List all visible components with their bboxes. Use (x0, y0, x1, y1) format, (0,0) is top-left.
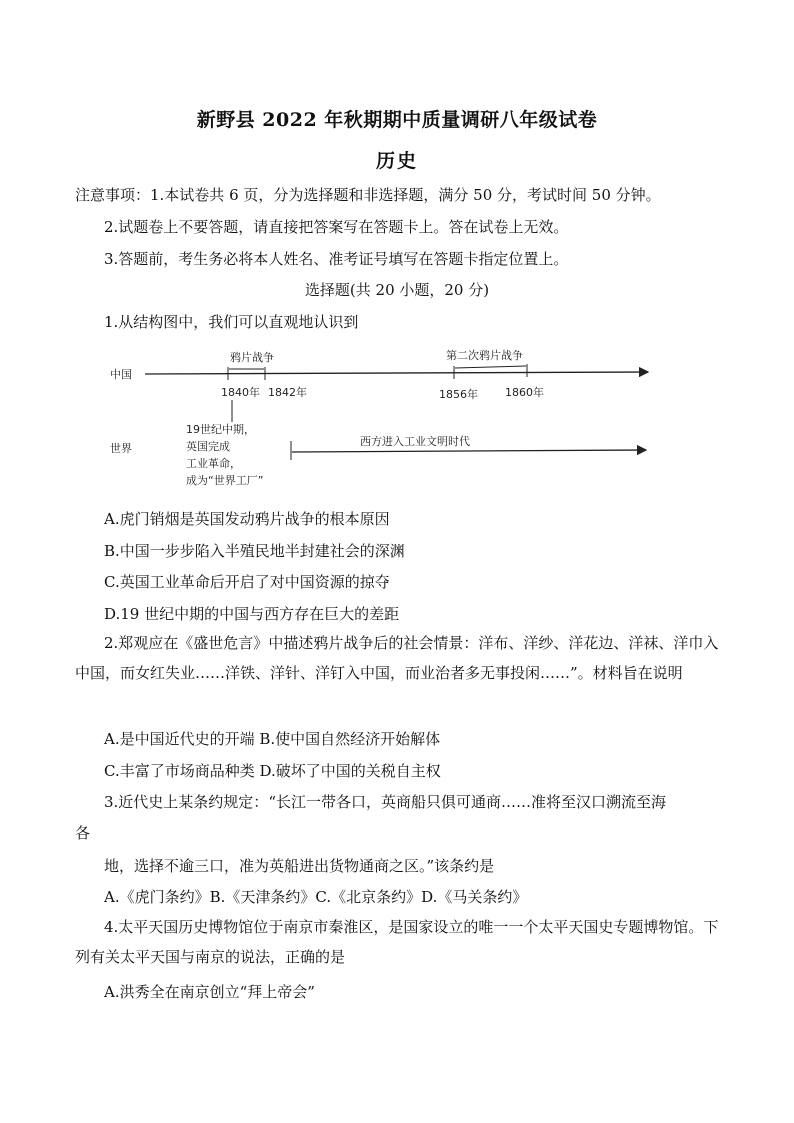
subject-title: 历史 (375, 150, 418, 172)
west-label: 西方进入工业文明时代 (360, 435, 470, 448)
world-label: 世界 (110, 442, 132, 455)
year-1840: 1840年 (221, 386, 260, 399)
q2-text: 2.郑观应在《盛世危言》中描述鸦片战争后的社会情景：洋布、洋纱、洋花边、洋袜、洋巾入中国，而女红失业……洋铁、洋针、洋钉入中国，而业治者多无事投闲……”。材料旨在说明 (75, 634, 719, 682)
q2-options-row2: C.丰富了市场商品种类 D.破坏了中国的关税自主权 (104, 762, 441, 780)
year-1842: 1842年 (268, 386, 307, 399)
second-opium-war-label: 第二次鸦片战争 (446, 349, 523, 362)
q1-option-a: A.虎门销烟是英国发动鸦片战争的根本原因 (104, 510, 390, 528)
q3-line1: 3.近代史上某条约规定：“长江一带各口，英商船只俱可通商……准将至汉口溯流至海 (104, 793, 666, 811)
q1-option-d: D.19 世纪中期的中国与西方存在巨大的差距 (104, 605, 400, 623)
q3-options: A.《虎门条约》B.《天津条约》C.《北京条约》D.《马关条约》 (104, 888, 528, 906)
exam-title: 新野县 2022 年秋期期中质量调研八年级试卷 (196, 109, 598, 131)
west-timeline-axis (292, 450, 646, 452)
q1-option-b: B.中国一步步陷入半殖民地半封建社会的深渊 (104, 542, 405, 560)
second-opium-war-span (455, 366, 526, 368)
q2-options-row1: A.是中国近代史的开端 B.使中国自然经济开始解体 (104, 730, 441, 748)
note-2: 2.试题卷上不要答题，请直接把答案写在答题卡上。答在试卷上无效。 (104, 218, 569, 236)
section-title: 选择题(共 20 小题，20 分) (304, 281, 490, 299)
china-timeline-axis (145, 372, 648, 374)
q4-option-a: A.洪秀全在南京创立“拜上帝会” (104, 983, 315, 1001)
note-1: 注意事项：1.本试卷共 6 页，分为选择题和非选择题，满分 50 分，考试时间 50 分钟。 (75, 186, 661, 204)
year-1860: 1860年 (505, 386, 544, 399)
year-1856: 1856年 (439, 388, 478, 401)
note-line-1: 19世纪中期， (186, 423, 255, 436)
q3-line2: 各 (75, 824, 91, 842)
note-line-4: 成为“世界工厂” (186, 474, 264, 487)
opium-war-label: 鸦片战争 (230, 351, 274, 364)
q1-option-c: C.英国工业革命后开启了对中国资源的掠夺 (104, 573, 390, 591)
q1-stem: 1.从结构图中，我们可以直观地认识到 (104, 313, 359, 331)
note-line-2: 英国完成 (186, 440, 230, 453)
note-3: 3.答题前，考生务必将本人姓名、准考证号填写在答题卡指定位置上。 (104, 250, 569, 268)
q3-line3: 地，选择不逾三口，准为英船进出货物通商之区。”该条约是 (104, 857, 495, 875)
note-line-3: 工业革命， (186, 457, 241, 470)
q4-text: 4.太平天国历史博物馆位于南京市秦淮区，是国家设立的唯一一个太平天国史专题博物馆。下列有关太平天国与南京的说法，正确的是 (75, 918, 719, 966)
china-label: 中国 (110, 368, 132, 381)
